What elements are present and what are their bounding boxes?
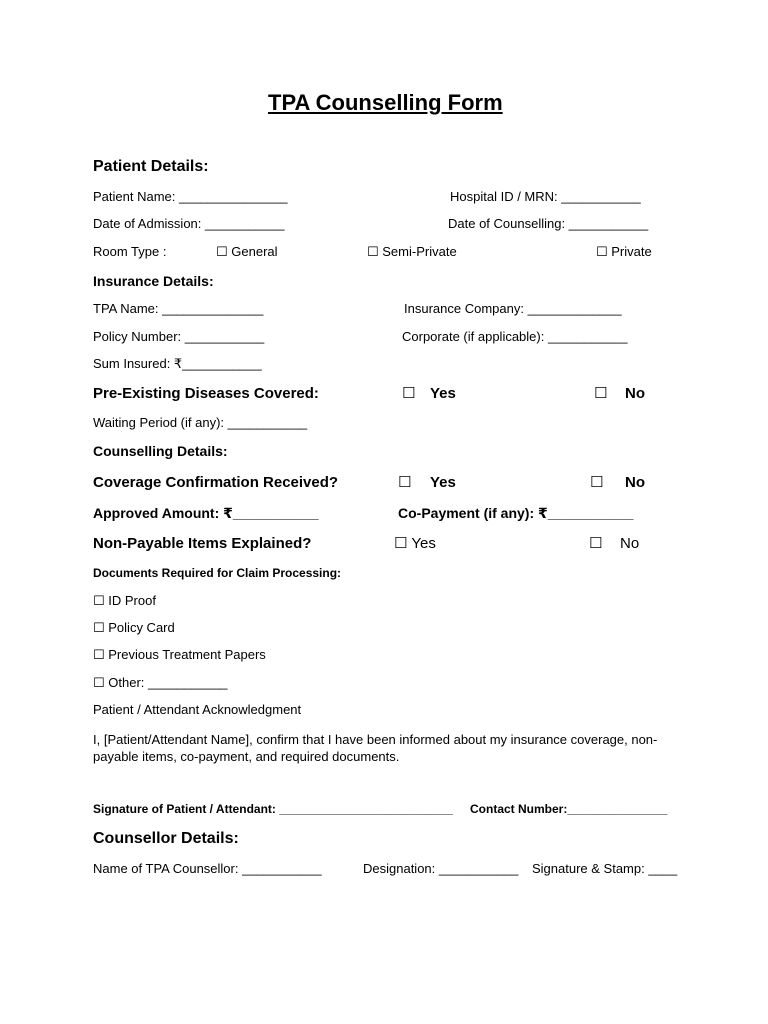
nonpayable-no-label: No — [620, 535, 640, 552]
counsellor-name-field[interactable]: Name of TPA Counsellor: ___________ — [93, 861, 322, 876]
designation-field[interactable]: Designation: ___________ — [363, 861, 519, 876]
nonpayable-yes-checkbox[interactable]: ☐ Yes — [394, 535, 436, 552]
documents-heading: Documents Required for Claim Processing: — [93, 566, 342, 580]
room-semi-private-checkbox[interactable]: ☐ Semi-Private — [367, 244, 457, 259]
coverage-no-label: No — [625, 474, 645, 491]
nonpayable-no-checkbox[interactable]: ☐ — [589, 534, 603, 552]
pre-existing-no-label: No — [625, 385, 645, 402]
waiting-period-field[interactable]: Waiting Period (if any): ___________ — [93, 415, 308, 430]
hospital-id-field[interactable]: Hospital ID / MRN: ___________ — [450, 189, 641, 204]
pre-existing-yes-label: Yes — [430, 385, 456, 402]
coverage-confirmation-label: Coverage Confirmation Received? — [93, 474, 339, 491]
sum-insured-field[interactable]: Sum Insured: ₹___________ — [93, 356, 262, 371]
policy-number-field[interactable]: Policy Number: ___________ — [93, 329, 265, 344]
counsellor-details-heading: Counsellor Details: — [93, 830, 239, 847]
insurance-company-field[interactable]: Insurance Company: _____________ — [404, 301, 622, 316]
room-type-label: Room Type : — [93, 244, 167, 259]
patient-signature-field[interactable]: Signature of Patient / Attendant: __________________________ — [93, 802, 453, 816]
doc-previous-treatment-checkbox[interactable]: ☐ Previous Treatment Papers — [93, 647, 266, 662]
acknowledgment-text: I, [Patient/Attendant Name], confirm that I have been informed about my insurance coverage, non-payable items, co-payment, and required documents. — [93, 732, 658, 764]
approved-amount-field[interactable]: Approved Amount: ₹___________ — [93, 505, 319, 521]
form-title: TPA Counselling Form — [268, 90, 503, 115]
insurance-details-heading: Insurance Details: — [93, 273, 214, 289]
doc-policy-card-checkbox[interactable]: ☐ Policy Card — [93, 620, 175, 635]
pre-existing-yes-checkbox[interactable]: ☐ — [402, 384, 416, 402]
coverage-no-checkbox[interactable]: ☐ — [590, 473, 604, 491]
doc-id-proof-checkbox[interactable]: ☐ ID Proof — [93, 593, 156, 608]
pre-existing-label: Pre-Existing Diseases Covered: — [93, 385, 319, 402]
counselling-details-heading: Counselling Details: — [93, 443, 228, 459]
signature-stamp-field[interactable]: Signature & Stamp: ____ — [532, 861, 678, 876]
contact-number-field[interactable]: Contact Number:_______________ — [470, 802, 668, 816]
patient-details-heading: Patient Details: — [93, 158, 209, 175]
patient-name-field[interactable]: Patient Name: _______________ — [93, 189, 288, 204]
copayment-field[interactable]: Co-Payment (if any): ₹___________ — [398, 505, 634, 521]
pre-existing-no-checkbox[interactable]: ☐ — [594, 384, 608, 402]
corporate-field[interactable]: Corporate (if applicable): ___________ — [402, 329, 628, 344]
room-private-checkbox[interactable]: ☐ Private — [596, 244, 652, 259]
date-of-admission-field[interactable]: Date of Admission: ___________ — [93, 216, 285, 231]
acknowledgment-heading: Patient / Attendant Acknowledgment — [93, 702, 302, 717]
coverage-yes-label: Yes — [430, 474, 456, 491]
tpa-name-field[interactable]: TPA Name: ______________ — [93, 301, 264, 316]
nonpayable-label: Non-Payable Items Explained? — [93, 535, 312, 552]
date-of-counselling-field[interactable]: Date of Counselling: ___________ — [448, 216, 649, 231]
room-general-checkbox[interactable]: ☐ General — [216, 244, 278, 259]
coverage-yes-checkbox[interactable]: ☐ — [398, 473, 412, 491]
doc-other-checkbox[interactable]: ☐ Other: ___________ — [93, 675, 228, 690]
